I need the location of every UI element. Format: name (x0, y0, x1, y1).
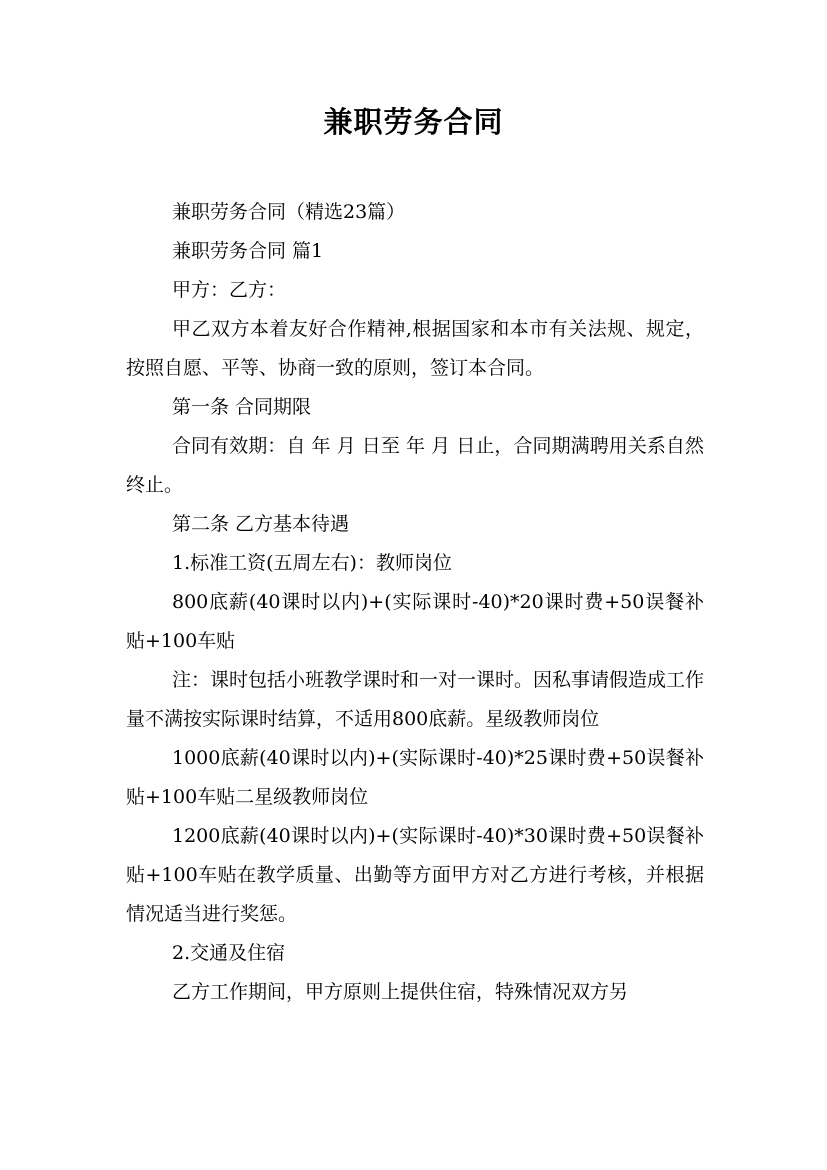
document-title: 兼职劳务合同 (323, 105, 504, 139)
paragraph-salary-teacher: 800底薪(40课时以内)+(实际课时-40)*20课时费+50误餐补贴+100车贴 (126, 591, 704, 652)
paragraph-parties: 甲方：乙方： (172, 279, 287, 301)
paragraph-salary-two-star: 1200底薪(40课时以内)+(实际课时-40)*30课时费+50误餐补贴+100车贴在教学质量、出勤等方面甲方对乙方进行考核，并根据情况适当进行奖惩。 (126, 825, 704, 925)
paragraph-article-2-heading: 第二条 乙方基本待遇 (172, 513, 350, 535)
paragraph-article-1-heading: 第一条 合同期限 (172, 396, 312, 418)
paragraph-transport-heading: 2.交通及住宿 (172, 942, 286, 964)
document-body (126, 193, 704, 1012)
paragraph-standard-salary: 1.标准工资(五周左右)：教师岗位 (172, 552, 452, 574)
paragraph-section-heading: 兼职劳务合同 篇1 (172, 240, 324, 262)
paragraph-subtitle: 兼职劳务合同（精选23篇） (172, 201, 406, 223)
paragraph-contract-term: 合同有效期：自 年 月 日至 年 月 日止，合同期满聘用关系自然终止。 (126, 435, 704, 496)
paragraph-note: 注：课时包括小班教学课时和一对一课时。因私事请假造成工作量不满按实际课时结算，不适用800底薪。星级教师岗位 (126, 669, 705, 730)
paragraph-salary-star: 1000底薪(40课时以内)+(实际课时-40)*25课时费+50误餐补贴+100车贴二星级教师岗位 (126, 747, 704, 808)
paragraph-accommodation: 乙方工作期间，甲方原则上提供住宿，特殊情况双方另 (172, 981, 629, 1003)
paragraph-preamble: 甲乙双方本着友好合作精神,根据国家和本市有关法规、规定，按照自愿、平等、协商一致的原则，签订本合同。 (126, 318, 704, 379)
